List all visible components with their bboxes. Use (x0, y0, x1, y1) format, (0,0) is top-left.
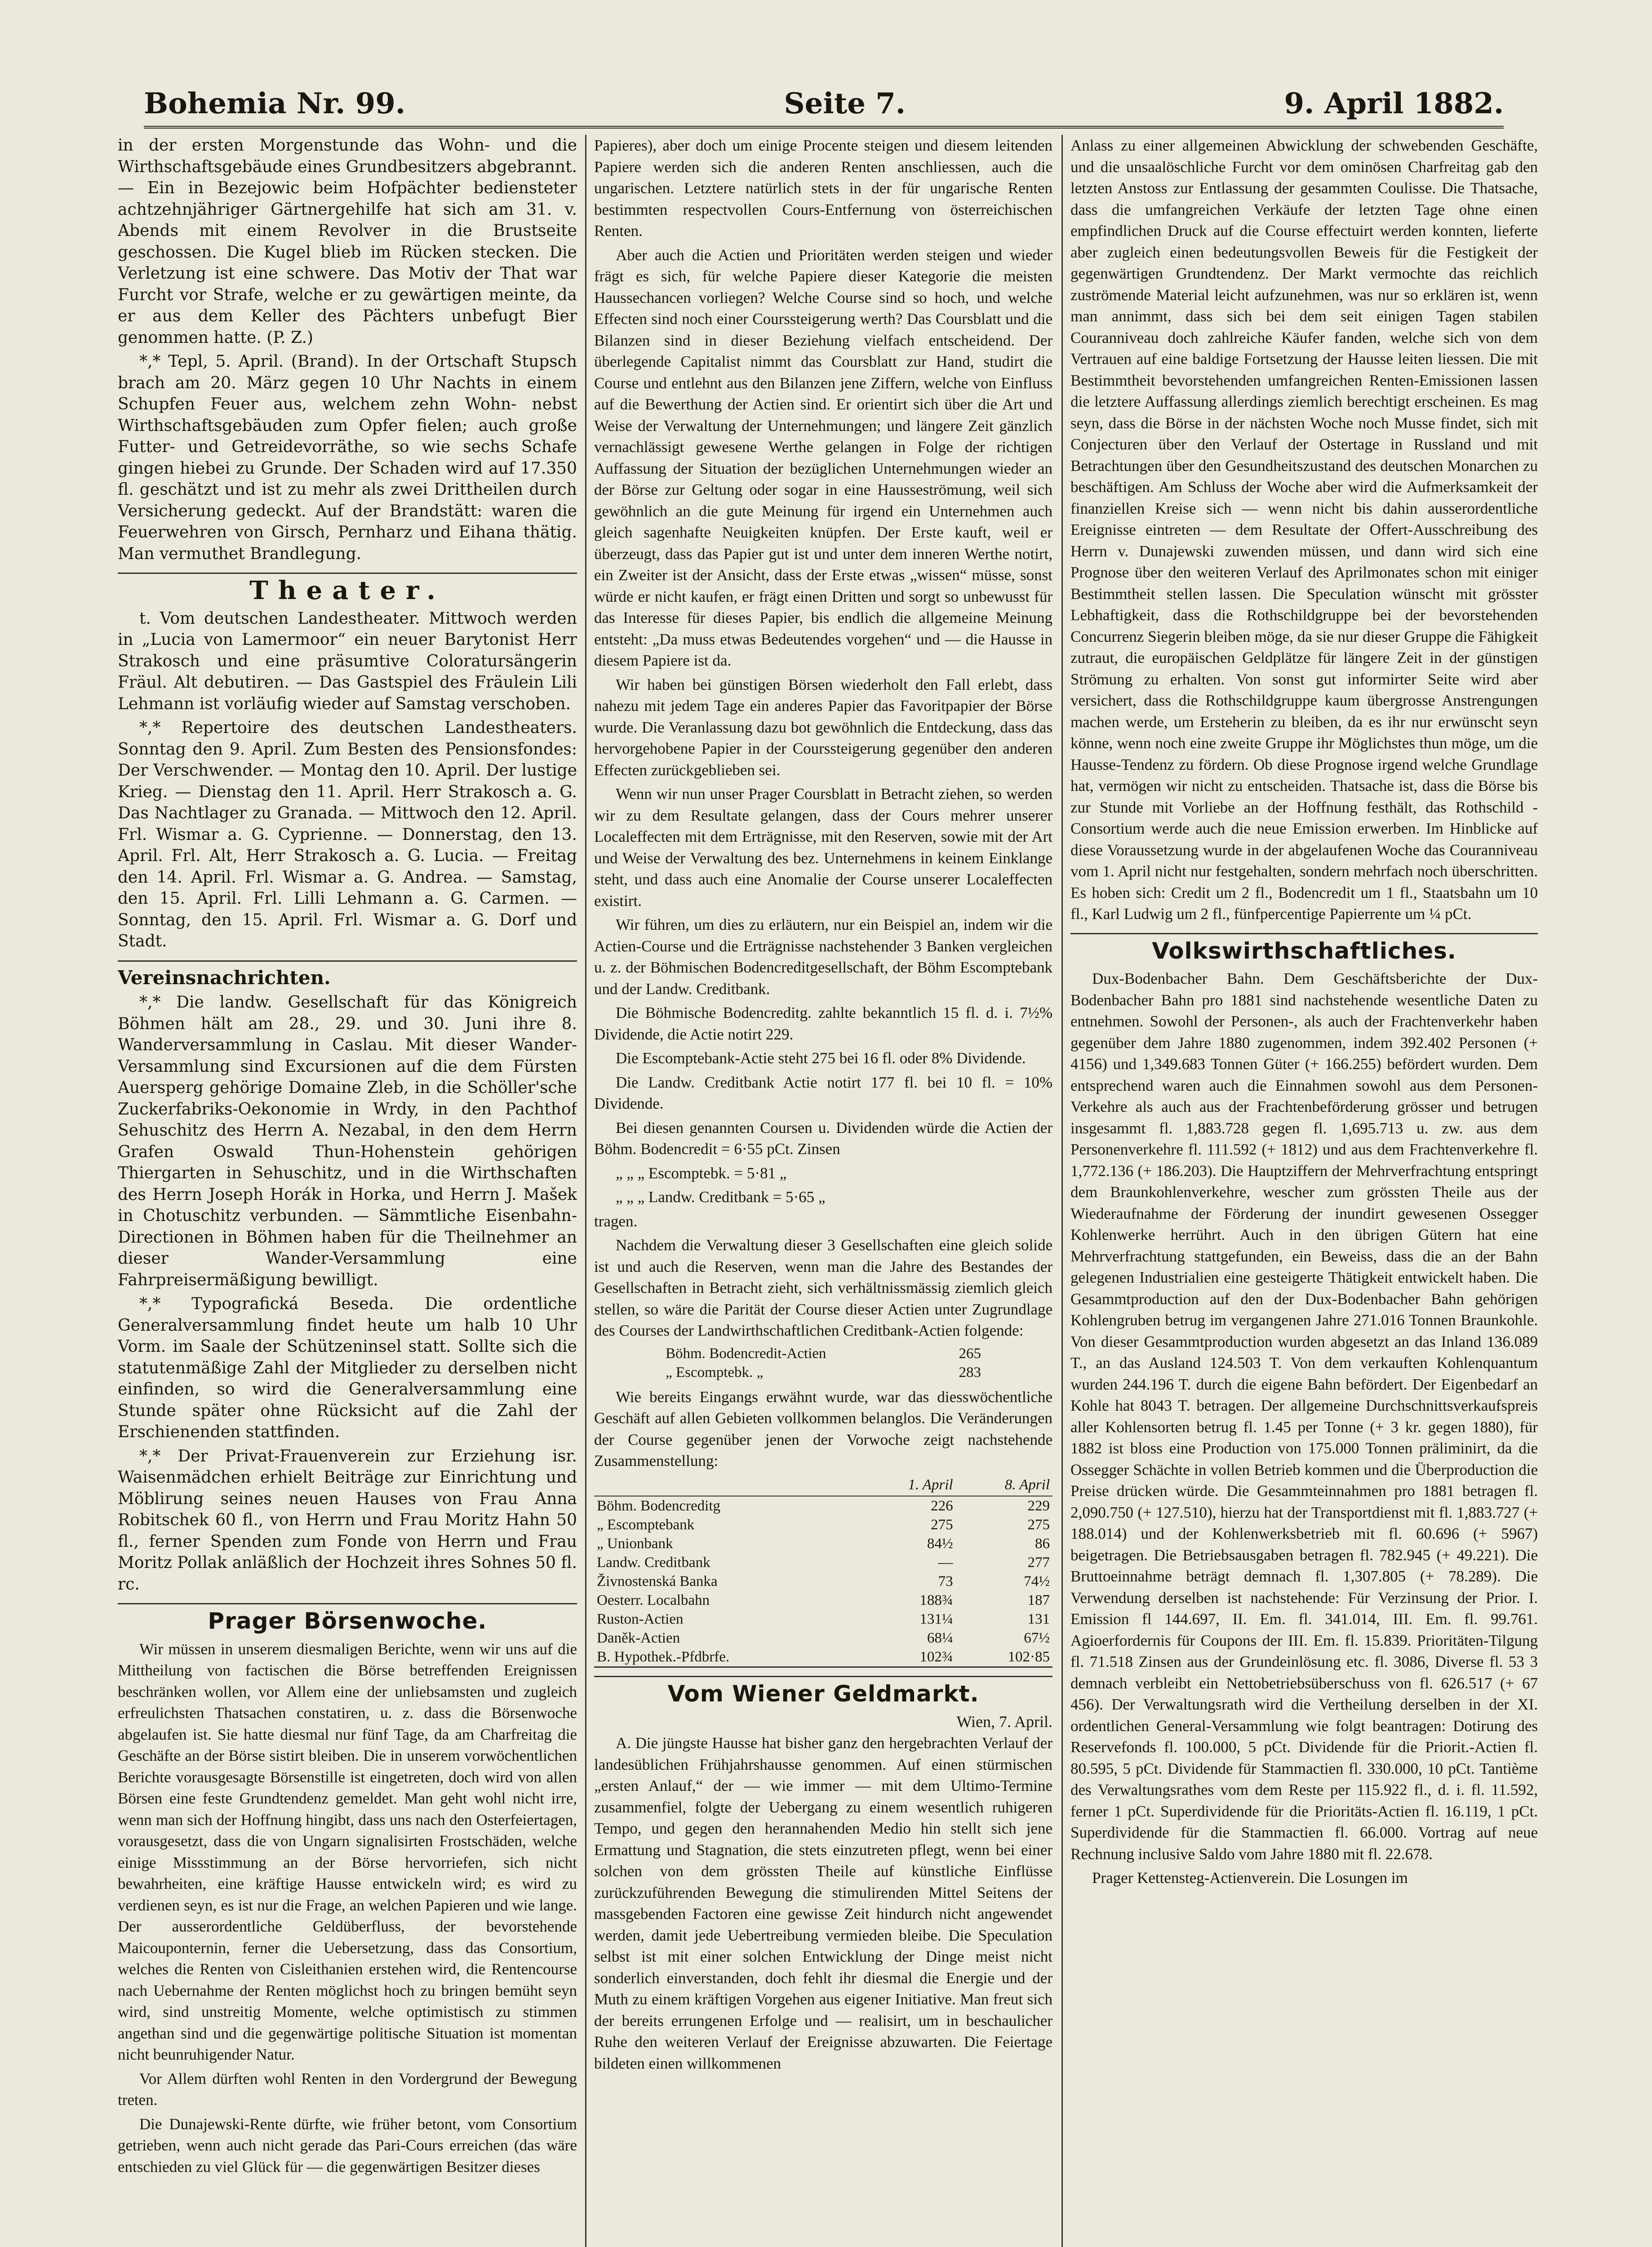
table-header-row (594, 1474, 1052, 1497)
article-paragraph: *,* Die landw. Gesellschaft für das Königreich Böhmen hält am 28., 29. und 30. Juni ihre 8. Wanderversammlung in Caslau. Mit dieser Wander-Versammlung sind Excursionen auf die dem Fürsten Auersperg gehörige Domaine Zleb, in die Schöller'sche Zuckerfabriks-Oekonomie in Wrdy, in den Pachthof Sehuschitz des Herrn A. Nezabal, in den dem Herrn Grafen Oswald Thun-Hohenstein gehörigen Thiergarten in Sehuschitz, und in die Wirthschaften des Herrn Joseph Horák in Horka, und Herrn J. Mašek in Chotuschitz verbunden. — Sämmtliche Eisenbahn-Directionen in Böhmen haben für die Theilnehmer an dieser Wander-Versammlung eine Fahrpreisermäßigung bewilligt. (118, 993, 577, 1289)
section-title-theater: Theater. (118, 573, 577, 602)
row-name: Oesterr. Localbahn (597, 1592, 710, 1608)
article-paragraph: Bei diesen genannten Coursen u. Dividenden würde die Actien der Böhm. Bodencredit = 6·55 pCt. Zinsen (594, 1119, 1052, 1158)
article-paragraph: A. Die jüngste Hausse hat bisher ganz den hergebrachten Verlauf der landesüblichen Frühjahrshausse genommen. Auf einen stürmischen „ersten Anlauf,“ der — wie immer — mit dem Ultimo-Termine zusammenfiel, folgte der Uebergang zu einem wesentlich ruhigeren Tempo, und gegen den herannahenden Medio hin stellt sich jene Ermattung und Stagnation, die stets einzutreten pflegt, wenn bei einer solchen von dem grössten Theile auf künstliche Einflüsse zurückzuführenden Bewegung die stimulirenden Mittel Seitens der massgebenden Factoren eine gewisse Zeit hindurch nicht angewendet werden, damit jede Uebertreibung vermieden bleibe. Die Speculation selbst ist mit einer solchen Entwicklung der Dinge meist nicht sonderlich einverstanden, doch fehlt ihr diesmal die Energie und der Muth zu einem kräftigen Vorgehen aus eigener Initiative. Man freut sich der bereits errungenen Erfolge und — realisirt, um in beschaulicher Ruhe den weiteren Verlauf der Ereignisse abzuwarten. Die Feiertage bildeten einen willkommenen (594, 1734, 1052, 2072)
article-paragraph: Die Dunajewski-Rente dürfte, wie früher betont, vom Consortium getrieben, wenn auch nicht gerade das Pari-Cours erreichen (das wäre entschieden zu viel Glück für — die gegenwärtigen Besitzer dieses (118, 2115, 577, 2176)
row-name: Böhm. Bodencreditg (594, 1496, 859, 1515)
row-name: „ Unionbank (597, 1536, 673, 1552)
row-name: Daněk-Actien (597, 1630, 680, 1646)
row-value-8-april: 229 (956, 1496, 1052, 1515)
header-page: Seite 7. (784, 86, 906, 120)
row-name: Živnostenská Banka (597, 1573, 718, 1590)
article-paragraph: Wenn wir nun unser Prager Coursblatt in Betracht ziehen, so werden wir zu dem Resultate gelangen, dass der Cours mehrer unserer Localeffecten mit dem Erträgnisse, mit den Reserven, sowie mit der Art und Weise der Verwaltung des bez. Unternehmens in keinem Einklange steht, und dass auch eine Anomalie der Course unserer Localeffecten existirt. (594, 785, 1052, 910)
article-paragraph: Die Landw. Creditbank Actie notirt 177 fl. bei 10 fl. = 10% Dividende. (594, 1073, 1052, 1112)
article-paragraph: Wir haben bei günstigen Börsen wiederholt den Fall erlebt, dass nahezu mit jedem Tage ein anderes Papier das Favoritpapier der Börse wurde. Die Veranlassung dazu bot gewöhnlich die Entdeckung, dass das hervorgehobene Papier in der Courssteigerung gegenüber den anderen Effecten zurückgeblieben sei. (594, 675, 1052, 779)
parity-value: 283 (959, 1364, 981, 1381)
row-name: „ Escomptebank (597, 1517, 695, 1533)
header-date: 9. April 1882. (1284, 86, 1504, 120)
row-value-1-april: — (938, 1554, 953, 1571)
table-row (594, 1572, 1052, 1591)
column-2 (594, 135, 1052, 2247)
article-paragraph: *,* Typografická Beseda. Die ordentliche Generalversammlung findet heute um halb 10 Uhr Vorm. im Saale der Schützeninsel statt. Sollte sich die statutenmäßige Zahl der Mitglieder zu derselben nicht einfinden, so wird die Generalversammlung eine Stunde später ohne Rücksicht auf die Zahl der Erschienenden stattfinden. (118, 1295, 577, 1441)
row-value-8-april: 277 (1027, 1554, 1050, 1571)
row-value-1-april: 188¾ (919, 1592, 953, 1608)
article-paragraph: Nachdem die Verwaltung dieser 3 Gesellschaften eine gleich solide ist und auch die Reserven, wenn man die Jahre des Bestandes der Gesellschaften in Betracht zieht, sich verhältnissmässig ziemlich gleich stellen, so wäre die Parität der Course dieser Actien unter Zugrundlage des Courses der Landwirthschaftlichen Creditbank-Actien folgende: (594, 1236, 1052, 1339)
row-value-8-april: 74½ (1024, 1573, 1050, 1590)
row-value-8-april: 131 (1027, 1611, 1050, 1627)
article-paragraph: *,* Der Privat-Frauenverein zur Erziehung isr. Waisenmädchen erhielt Beiträge zur Einrichtung und Möblirung seines neuen Hauses von Frau Anna Robitschek 60 fl., von Herrn und Frau Moritz Hahn 50 fl., ferner Spenden zum Fonde von Herrn und Frau Moritz Pollak anläßlich der Hochzeit ihres Sohnes 50 fl. rc. (118, 1447, 577, 1594)
page-header (144, 81, 1504, 129)
column-3 (1070, 135, 1538, 2247)
dateline: Wien, 7. April. (956, 1712, 1052, 1731)
row-value-1-april: 84½ (927, 1536, 953, 1552)
header-issue: Bohemia Nr. 99. (144, 86, 406, 120)
row-name: Landw. Creditbank (597, 1554, 711, 1571)
article-paragraph: Aber auch die Actien und Prioritäten werden steigen und wieder frägt es sich, für welche Papiere dieser Kategorie die meisten Haussechancen vorliegen? Welche Course sind so hoch, und welche Effecten sind noch einer Courssteigerung werth? Das Coursblatt und die Bilanzen sind in dieser Beziehung vielfach entscheidend. Der überlegende Capitalist nimmt das Coursblatt zur Hand, studirt die Course und entlehnt aus den Bilanzen jene Ziffern, welche von Einfluss auf die Bewerthung der Actien sind. Er orientirt sich über die Art und Weise der Verwaltung der Unternehmungen; und längere Zeit gänzlich vernachlässigt gewesene Werthe gelangen in Folge der richtigen Auffassung der Situation der bezüglichen Unternehmungen wieder an der Börse zur Geltung oder sogar in eine Hausseströmung, weil sich gewöhnlich an die gute Meinung für irgend ein Unternehmen auch gleich sagenhafte Neuigkeiten knüpfen. Der Erste kauft, weil er überzeugt, dass das Papier gut ist und unter dem inneren Werthe notirt, ein Zweiter ist der Ansicht, dass der Erste etwas „wissen“ müsse, sonst würde er nicht kaufen, er frägt einen Dritten und sorgt so unbewusst für das Interesse für dieses Papier, bis endlich die allgemeine Meinung entsteht: „Da muss etwas Bedeutendes vorgehen“ und — die Hausse in diesem Papiere ist da. (594, 246, 1052, 669)
row-value-8-april: 102·85 (1008, 1649, 1050, 1665)
article-paragraph: Die Böhmische Bodencreditg. zahlte bekanntlich 15 fl. d. i. 7½% Dividende, die Actie notirt 229. (594, 1004, 1052, 1043)
article-paragraph: *,* Repertoire des deutschen Landestheaters. Sonntag den 9. April. Zum Besten des Pensionsfondes: Der Verschwender. — Montag den 10. April. Der lustige Krieg. — Dienstag den 11. April. Herr Strakosch a. G. Das Nachtlager zu Granada. — Mittwoch den 12. April. Frl. Wismar a. G. Cyprienne. — Donnerstag, den 13. April. Frl. Alt, Herr Strakosch a. G. Lucia. — Freitag den 14. April. Frl. Wismar a. G. Andrea. — Samstag, den 15. April. Frl. Lilli Lehmann a. G. Carmen. — Sonntag, den 15. April. Frl. Wismar a. G. Dorf und Stadt. (118, 719, 577, 950)
row-name: B. Hypothek.-Pfdbrfe. (597, 1649, 730, 1665)
row-value-1-april: 73 (938, 1573, 953, 1590)
table-row (663, 1344, 984, 1363)
row-value-1-april: 131¼ (919, 1611, 953, 1627)
article-paragraph: Prager Kettensteg-Actienverein. Die Losungen im (1092, 1869, 1408, 1887)
row-value-8-april: 275 (1027, 1517, 1050, 1533)
parity-name: „ Escomptebk. „ (666, 1364, 764, 1381)
article-paragraph: Vor Allem dürften wohl Renten in den Vordergrund der Bewegung treten. (118, 2069, 577, 2109)
course-table (594, 1474, 1052, 1668)
table-row (594, 1591, 1052, 1610)
article-paragraph: *,* Tepl, 5. April. (Brand). In der Ortschaft Stupsch brach am 20. März gegen 10 Uhr Nachts in einem Schupfen Feuer aus, welchem zehn Wohn- nebst Wirthschaftsgebäuden zum Opfer fielen; auch große Futter- und Getreidevorräthe, so wie sechs Schafe gingen hiebei zu Grunde. Der Schaden wird auf 17.350 fl. geschätzt und ist zu mehr als zwei Drittheilen durch Versicherung gedeckt. Auf der Brandstätt: waren die Feuerwehren von Girsch, Pernharz und Eihana thätig. Man vermuthet Brandlegung. (118, 352, 577, 563)
table-row (594, 1610, 1052, 1629)
article-paragraph: Wir müssen in unserem diesmaligen Berichte, wenn wir uns auf die Mittheilung von factischen die Börse betreffenden Ereignissen beschränken wollen, vor Allem eine der unliebsamsten und zugleich erfreulichsten Thatsachen constatiren, u. z. dass die Börsenwoche abgelaufen ist. Sie hatte diesmal nur fünf Tage, da am Charfreitag die Geschäfte an der Börse sistirt bleiben. Die in unserem vorwöchentlichen Berichte vorausgesagte Börsenstille ist eingetreten, doch wird von allen Börsen eine feste Grundtendenz gemeldet. Man geht wohl nicht irre, wenn man sich der Hoffnung hingibt, dass uns nach den Osterfeiertagen, vorausgesetzt, dass die von Ungarn signalisirten Frostschäden, welche einige Missstimmung an der Börse hervorriefen, sich nicht bewahrheiten, eine kräftige Hausse entwickeln wird; es wird zu verdienen seyn, es ist nur die Frage, an welchen Papieren und wie lange. Der ausserordentliche Geldüberfluss, der bevorstehende Maicouponternin, ferner die Uebersetzung, dass das Consortium, welches die Renten von Cisleithanien erstehen wird, die Rentencourse nach Uebernahme der Renten möglichst hoch zu bringen bemüht seyn wird, sind unstreitig Momente, welche optimistisch zu stimmen angethan sind und die gegenwärtige politische Situation ist momentan nicht beunruhigender Natur. (118, 1640, 577, 2063)
article-paragraph: Anlass zu einer allgemeinen Abwicklung der schwebenden Geschäfte, und die unsaalöschliche Furcht vor dem ominösen Charfreitag gab den letzten Anstoss zur Entlassung der gesammten Coulisse. Die Thatsache, dass die umfangreichen Verkäufe der letzten Tage ohne einen empfindlichen Druck auf die Course effectuirt werden konnten, lieferte aber zugleich einen bedeutungsvollen Beweis für die Festigkeit der gegenwärtigen Grundtendenz. Der Markt vermochte das reichlich zuströmende Material leicht aufzunehmen, was nur so erklären ist, wenn man annimmt, dass sich bei dem seit einigen Tagen stabilen Couranniveau doch zahlreiche Käufer fanden, welche sich von dem Vertrauen auf eine baldige Fortsetzung der Hausse leiten liessen. Die mit Bestimmtheit bevorstehenden umfangreichen Renten-Emissionen lassen die letztere Auffassung allerdings ziemlich berechtigt erscheinen. Es mag seyn, dass die Börse in der nächsten Woche noch Musse findet, sich mit Conjecturen über den Verlauf der Ostertage in Russland und mit Betrachtungen über den Gesundheitszustand des deutschen Monarchen zu beschäftigen. Am Schluss der Woche aber wird die Aufmerksamkeit der finanziellen Kreise sich — wenn nicht bis dahin ausserordentliche Ereignisse eintreten — dem Resultate der Offert-Ausschreibung des Herrn v. Dunajewski zuwenden müssen, und dann wird sich eine Prognose über den weiteren Verlauf des Aprilmonates schon mit einiger Bestimmtheit stellen lassen. Die Speculation wünscht mit grösster Lebhaftigkeit, dass die Rothschildgruppe bei der bevorstehenden Concurrenz Siegerin bleiben möge, da sie nur dieser Gruppe die Fähigkeit zutraut, die europäischen Geldplätze für längere Zeit in der günstigen Strömung zu erhalten. Von sonst gut informirter Seite wird aber versichert, dass die Rothschildgruppe kaum übergrosse Anstrengungen machen werde, um Ersteherin zu bleiben, da es ihr nur erwünscht seyn könne, wenn noch eine zweite Gruppe ihr Möglichstes thun möge, um die Hausse-Tendenz zu fördern. Ob diese Prognose irgend welche Grundlage hat, vermögen wir nicht zu entscheiden. Thatsache ist, dass die Börse bis zur Stunde mit Vorliebe an der Hoffnung festhält, das Rothschild - Consortium werde auch die neue Emission erwerben. Im Hinblicke auf diese Voraussetzung wurde in der abgelaufenen Woche das Couranniveau vom 1. April nicht nur festgehalten, sondern mehrfach noch überschritten. Es hoben sich: Credit um 2 fl., Bodencredit um 1 fl., Staatsbahn um 10 fl., Karl Ludwig um 2 fl., fünfpercentige Papierrente um ¼ pCt. (1070, 137, 1538, 923)
article-paragraph: „ „ „ Landw. Creditbank = 5·65 „ (616, 1188, 826, 1206)
column-header: 8. April (1004, 1476, 1050, 1493)
article-paragraph: Papieres), aber doch um einige Procente steigen und diesem leitenden Papiere werden sich die anderen Renten anschliessen, auch die ungarischen. Letztere natürlich stets in der für ungarische Renten bestimmten respectvollen Cours-Entfernung von österreichischen Renten. (594, 137, 1052, 240)
column-1 (118, 135, 577, 2247)
article-paragraph: tragen. (594, 1212, 638, 1230)
column-rule (585, 135, 586, 2247)
column-header: 1. April (908, 1476, 953, 1493)
row-value-8-april: 86 (1035, 1536, 1050, 1552)
section-title-volkswirthschaftliches: Volkswirthschaftliches. (1070, 933, 1538, 962)
parity-name: Böhm. Bodencredit-Actien (666, 1345, 826, 1362)
article-paragraph: Die Escomptebank-Actie steht 275 bei 16 fl. oder 8% Dividende. (616, 1049, 1026, 1067)
section-title-wiener-geldmarkt: Vom Wiener Geldmarkt. (594, 1676, 1052, 1705)
row-value-8-april: 187 (1027, 1592, 1050, 1608)
table-row (594, 1648, 1052, 1667)
column-rule (1061, 135, 1063, 2247)
parity-table (663, 1344, 984, 1382)
table-row (594, 1553, 1052, 1572)
article-paragraph: „ „ „ Escomptebk. = 5·81 „ (616, 1164, 787, 1182)
row-value-1-april: 275 (931, 1517, 953, 1533)
row-value-8-april: 67½ (1024, 1630, 1050, 1646)
table-row (594, 1534, 1052, 1553)
table-row (594, 1629, 1052, 1648)
section-title-boersenwoche: Prager Börsenwoche. (118, 1603, 577, 1632)
table-row (594, 1496, 1052, 1515)
table-row (594, 1515, 1052, 1534)
row-name: Ruston-Actien (597, 1611, 684, 1627)
article-paragraph: Wie bereits Eingangs erwähnt wurde, war das diesswöchentliche Geschäft auf allen Gebieten vollkommen belanglos. Die Veränderungen der Course gegenüber jenen der Vorwoche zeigt nachstehende Zusammenstellung: (594, 1388, 1052, 1470)
article-paragraph: in der ersten Morgenstunde das Wohn- und die Wirthschaftsgebäude eines Grundbesitzers abgebrannt. — Ein in Bezejowic beim Hofpächter bediensteter achtzehnjähriger Gärtnergehilfe hat sich am 31. v. Abends mit einem Revolver in die Brustseite geschossen. Die Kugel blieb im Rücken stecken. Die Verletzung ist eine schwere. Das Motiv der That war Furcht vor Strafe, welche er zu gewärtigen meinte, da er aus dem Keller des Pächters unbefugt Bier genommen hatte. (P. Z.) (118, 136, 577, 347)
row-value-1-april: 102¾ (919, 1649, 953, 1665)
table-row (663, 1363, 984, 1382)
section-title-vereinsnachrichten: Vereinsnachrichten. (118, 960, 577, 989)
row-value-1-april: 226 (859, 1496, 955, 1515)
row-value-1-april: 68¼ (927, 1630, 953, 1646)
article-paragraph: t. Vom deutschen Landestheater. Mittwoch werden in „Lucia von Lamermoor“ ein neuer Barytonist Herr Strakosch und eine präsumtive Coloratursängerin Fräul. Alt debutiren. — Das Gastspiel des Fräulein Lili Lehmann ist vorläufig wieder auf Samstag verschoben. (118, 609, 577, 713)
parity-value: 265 (959, 1345, 981, 1362)
article-paragraph: Dux-Bodenbacher Bahn. Dem Geschäftsberichte der Dux-Bodenbacher Bahn pro 1881 sind nachstehende wesentliche Daten zu entnehmen. Sowohl der Personen-, als auch der Frachtenverkehr haben gegenüber dem Jahre 1880 zugenommen, indem 392.402 Personen (+ 4156) und 1,349.683 Tonnen Güter (+ 166.255) befördert wurden. Dem entsprechend waren auch die Einnahmen sowohl aus dem Personen-Verkehre als auch aus der Frachtenbeförderung grösser und betrugen insgesammt fl. 1,883.728 gegen fl. 1,695.713 u. zw. aus dem Personenverkehre fl. 111.592 (+ 1812) und aus dem Frachtenverkehre fl. 1,772.136 (+ 186.203). Die Hauptziffern der Mehrverfrachtung entspringt dem Braunkohlenverkehre, wescher zum grössten Theile aus der Wiederaufnahme der Förderung der inundirt gewesenen Ossegger Kohlenwerke herrührt. Auch in den übrigen Gütern hat eine Mehrverfrachtung stattgefunden, ein Beweiss, dass die an der Bahn gelegenen Industrialien eine gesteigerte Thätigkeit entwickelt haben. Die Gesammtproduction auf den der Dux-Bodenbacher Bahn gehörigen Kohlengruben betrug im vergangenen Jahre 271.016 Tonnen Braunkohle. Von dieser Gesammtproduction wurden abgesetzt an das Inland 136.089 T., an das Ausland 124.503 T. Von dem verkauften Kohlenquantum wurden 244.196 T. durch die eigene Bahn befördert. Der Eigenbedarf an Kohle hat 8043 T. betragen. Der allgemeine Durchschnittsverkaufspreis aller Kohlensorten betrug fl. 1.45 per Tonne (+ 3 kr. gegen 1880), für 1882 ist bloss eine Production von 175.000 Tonnen präliminirt, da die Ossegger Schächte in vollen Betrieb kommen und die Überproduction die Preise drücken würde. Die Gesammteinnahmen pro 1881 betragen fl. 2,090.750 (+ 127.510), hierzu hat der Transportdienst mit fl. 1,883.727 (+ 188.014) und der Kohlenwerksbetrieb mit fl. 60.696 (+ 5967) beigetragen. Die Betriebsausgaben betragen fl. 782.945 (+ 49.221). Die Bruttoeinnahme beträgt demnach fl. 1,307.805 (+ 78.289). Die Verwendung derselben ist nachstehende: Für Verzinsung der Prior. I. Emission fl 144.697, II. Em. fl. 341.014, III. Em. fl. 99.761. Agioerfordernis für Coupons der III. Em. fl. 15.839. Prioritäten-Tilgung fl. 71.518 Zinsen aus der Grundeinlösung etc. fl. 3086, Diverse fl. 53 3 demnach verbleibt ein Nettobetriebsüberschuss von fl. 626.517 (+ 67 456). Der Verwaltungsrath wird die Vertheilung derselben in der XI. ordentlichen General-Versammlung wie folgt beantragen: Dotirung des Reservefonds fl. 100.000, 5 pCt. Dividende für die Priorit.-Actien fl. 80.595, 5 pCt. Dividende für Stammactien fl. 330.000, 10 pCt. Tantième des Verwaltungsrathes vom dem Reste per 115.922 fl., d. i. fl. 11.592, ferner 1 pCt. Superdividende für die Prioritäts-Actien fl. 16.119, 1 pCt. Superdividende für die Stammactien fl. 66.000. Vortrag auf neue Rechnung inclusive Saldo vom Jahre 1880 mit fl. 22.678. (1070, 970, 1538, 1863)
article-paragraph: Wir führen, um dies zu erläutern, nur ein Beispiel an, indem wir die Actien-Course und die Erträgnisse nachstehender 3 Banken vergleichen u. z. der Böhmischen Bodencreditgesellschaft, der Böhm Escomptebank und der Landw. Creditbank. (594, 916, 1052, 998)
